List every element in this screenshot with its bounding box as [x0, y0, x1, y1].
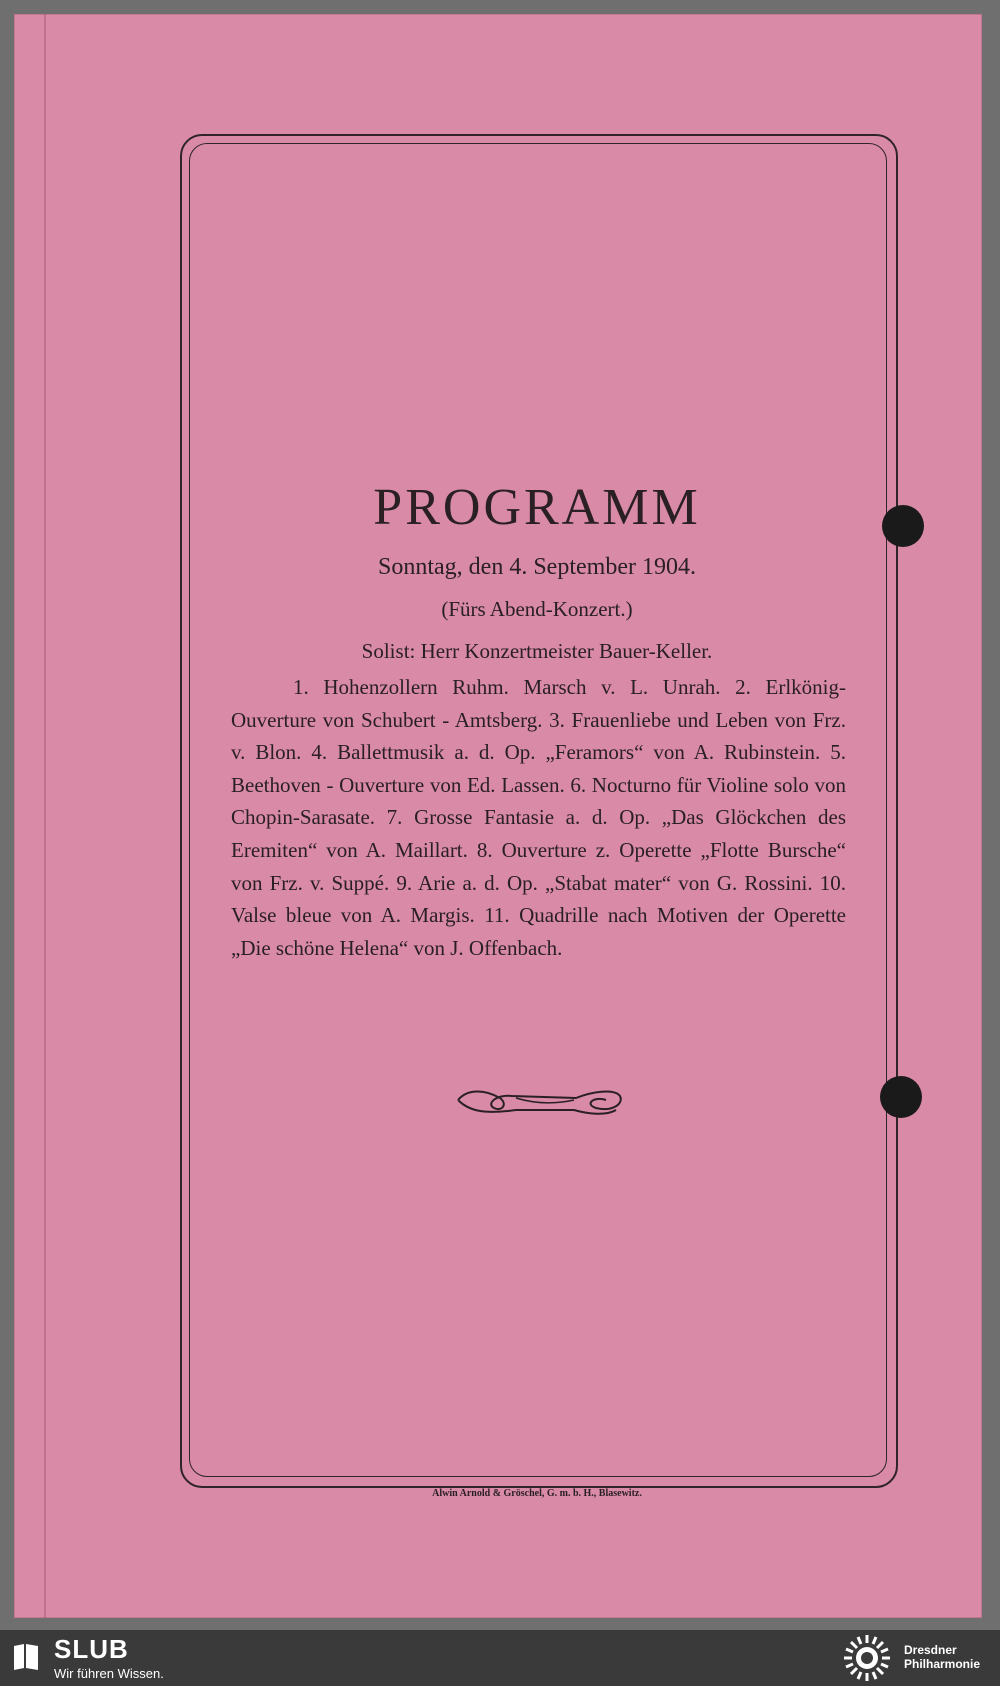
concert-subtitle: (Fürs Abend-Konzert.) [441, 597, 633, 621]
philharmonie-line1: Dresdner [904, 1643, 957, 1657]
slub-tagline: Wir führen Wissen. [54, 1666, 164, 1681]
punch-hole-top [882, 505, 924, 547]
program-title: PROGRAMM [373, 479, 701, 536]
philharmonie-sun-icon [842, 1633, 892, 1683]
ornament-flourish-icon [456, 1082, 622, 1122]
philharmonie-logo-text [904, 1643, 1000, 1671]
slub-logo-text: SLUB [54, 1634, 129, 1664]
concert-date: Sonntag, den 4. September 1904. [378, 554, 696, 580]
sheet-fold-edge [44, 14, 46, 1618]
punch-hole-bottom [880, 1076, 922, 1118]
program-listing: 1. Hohenzollern Ruhm. Marsch v. L. Unrah. 2. Erlkönig-Ouverture von Schubert - Amtsberg. 3. Frauenliebe und Leben von Frz. v. Blon. 4. Ballettmusik a. d. Op. „Feramors“ von A. Rubinstein. 5. Beethoven - Ouverture von Ed. Lassen. 6. Nocturno für Violine solo von Chopin-Sarasate. 7. Grosse Fantasie a. d. Op. „Das Glöckchen des Eremiten“ von A. Maillart. 8. Ouverture z. Operette „Flotte Bursche“ von Frz. v. Suppé. 9. Arie a. d. Op. „Stabat mater“ von G. Rossini. 10. Valse bleue von A. Margis. 11. Quadrille nach Motiven der Operette „Die schöne Helena“ von J. Offenbach. [231, 675, 846, 960]
slub-book-icon [12, 1642, 40, 1672]
printer-imprint: Alwin Arnold & Gröschel, G. m. b. H., Blasewitz. [432, 1488, 642, 1499]
philharmonie-line2: Philharmonie [904, 1657, 981, 1671]
footer-bar [0, 1630, 1000, 1686]
soloist-line: Solist: Herr Konzertmeister Bauer-Keller. [361, 639, 713, 663]
